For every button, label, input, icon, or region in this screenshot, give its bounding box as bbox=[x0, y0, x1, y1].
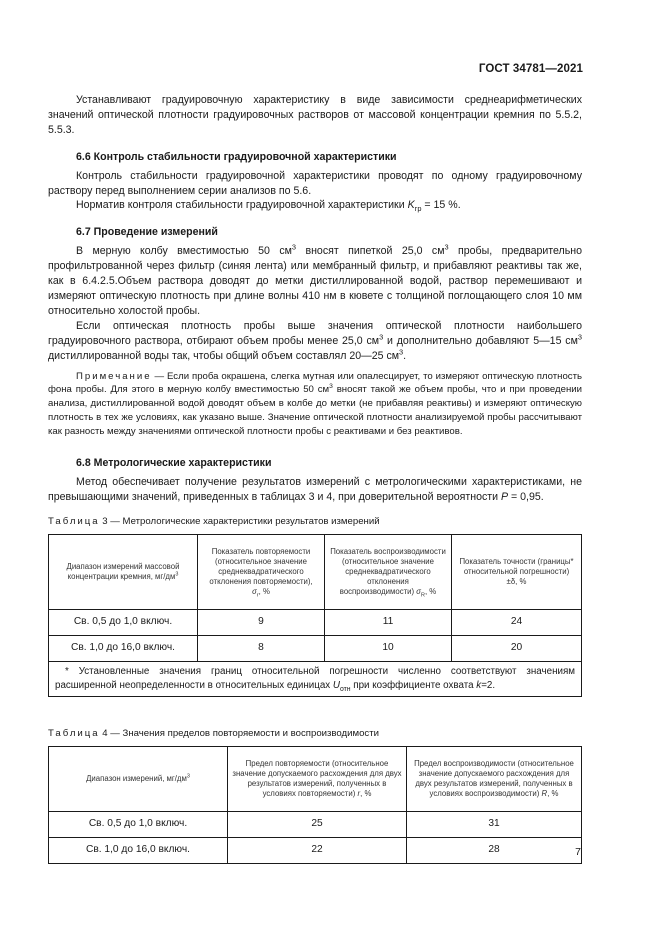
superscript: 3 bbox=[291, 242, 297, 252]
cell-repeatability-limit: 25 bbox=[228, 812, 407, 838]
cell-range: Св. 0,5 до 1,0 включ. bbox=[49, 812, 228, 838]
cell-range: Св. 1,0 до 16,0 включ. bbox=[49, 838, 228, 864]
cell-reproducibility: 10 bbox=[325, 636, 452, 662]
table-row bbox=[49, 610, 582, 636]
superscript: 3 bbox=[444, 242, 449, 252]
table-3-caption bbox=[48, 515, 582, 530]
caption-text: 3 — Метрологические характеристики результатов измерений bbox=[99, 516, 380, 528]
subscript: R bbox=[421, 592, 425, 599]
delta-symbol: ±δ, % bbox=[506, 577, 527, 587]
table-4 bbox=[48, 746, 582, 864]
sigma-symbol: σ bbox=[416, 587, 421, 597]
cell-accuracy: 20 bbox=[452, 636, 582, 662]
column-header-range bbox=[49, 747, 228, 812]
superscript: 3 bbox=[379, 332, 384, 342]
column-header-range bbox=[49, 535, 198, 610]
text-span: при коэффициенте охвата bbox=[350, 680, 477, 692]
subscript: r bbox=[256, 592, 259, 599]
page-content bbox=[48, 93, 582, 864]
text-span: * Установленные значения границ относительной погрешности численно соответствуют значениям расширенной неопределенности в относительных единицах bbox=[55, 666, 575, 692]
header-text: Показатель воспроизводимости (относительное значение среднеквадратического отклонения воспроизводимости) bbox=[330, 546, 446, 597]
cell-reproducibility: 11 bbox=[325, 610, 452, 636]
section-6-6-paragraph-1: Контроль стабильности градуировочной характеристики проводят по одному градуировочному раствору перед выполнением серии анализов по 5.6. bbox=[48, 169, 582, 197]
section-6-7-paragraph-1 bbox=[48, 244, 582, 319]
column-header-reproducibility-limit bbox=[407, 747, 582, 812]
table-header-row bbox=[49, 535, 582, 610]
caption-text: 4 — Значения пределов повторяемости и воспроизводимости bbox=[99, 728, 379, 740]
text-span: Если оптическая плотность пробы выше значения оптической плотности наибольшего градуировочного раствора, отбирают объем пробы менее 25,0 см bbox=[48, 319, 582, 347]
superscript: 3 bbox=[329, 383, 333, 391]
section-6-7-title: 6.7 Проведение измерений bbox=[76, 226, 218, 239]
text-span: пробы, предварительно профильтрованной через фильтр (синяя лента) или мембранный фильтр, и прибавляют реактивы так же, как в 6.4.2.5.Объем раствора доводят до метки дистиллированной водой, раствор перемешивают и измеряют оптическую плотность при длине волны 410 нм в кювете с толщиной поглощающего слоя 10 мм относительно холостой пробы. bbox=[48, 245, 582, 317]
cell-repeatability: 8 bbox=[198, 636, 325, 662]
r-symbol: R bbox=[541, 789, 548, 799]
document-code: ГОСТ 34781—2021 bbox=[478, 63, 583, 75]
unit-text: , % bbox=[258, 587, 270, 597]
cell-accuracy: 24 bbox=[452, 610, 582, 636]
unit-text: , % bbox=[547, 789, 559, 799]
header-text: Показатель точности (границы* относительной погрешности) bbox=[459, 556, 574, 576]
text-span: дистиллированной воды так, чтобы общий объем составлял 20—25 см bbox=[48, 349, 400, 362]
cell-range: Св. 1,0 до 16,0 включ. bbox=[49, 636, 198, 662]
cell-reproducibility-limit: 31 bbox=[407, 812, 582, 838]
text-span: = 0,95. bbox=[508, 491, 544, 504]
k-symbol: k bbox=[476, 680, 482, 692]
header-text: Предел воспроизводимости (относительное значение допускаемого расхождения для двух результатов измерений, полученных в условиях воспроизводимости) bbox=[414, 758, 574, 799]
k-subscript: гр bbox=[414, 204, 422, 214]
text-span: Метод обеспечивает получение результатов измерений с метрологическими характеристиками, не превышающими значений, приведенных в таблицах 3 и 4, при доверительной вероятности bbox=[48, 476, 582, 504]
table-4-caption bbox=[48, 727, 582, 742]
section-6-8-paragraph-1 bbox=[48, 475, 582, 505]
cell-reproducibility-limit: 28 bbox=[407, 838, 582, 864]
text-span: — Если проба окрашена, слегка мутная или опалесцирует, то измеряют оптическую плотность фона пробы. Для этого в мерную колбу вместимостью 50 см bbox=[48, 370, 582, 396]
header-text: Диапазон измерений массовой концентрации кремния, мг/дм bbox=[66, 561, 180, 582]
section-6-6-title: 6.6 Контроль стабильности градуировочной характеристики bbox=[76, 150, 397, 163]
cell-range: Св. 0,5 до 1,0 включ. bbox=[49, 610, 198, 636]
column-header-reproducibility bbox=[325, 535, 452, 610]
table-row bbox=[49, 838, 582, 864]
column-header-repeatability-limit bbox=[228, 747, 407, 812]
text-span: Норматив контроля стабильности градуировочной характеристики bbox=[76, 199, 408, 212]
superscript: 3 bbox=[175, 571, 179, 578]
note-paragraph bbox=[48, 370, 582, 439]
section-6-8-title: 6.8 Метрологические характеристики bbox=[76, 457, 272, 470]
page-number: 7 bbox=[575, 846, 581, 858]
cell-repeatability-limit: 22 bbox=[228, 838, 407, 864]
superscript: 3 bbox=[399, 347, 404, 357]
table-header-row bbox=[49, 747, 582, 812]
cell-repeatability: 9 bbox=[198, 610, 325, 636]
k-symbol: K bbox=[407, 199, 415, 212]
unit-text: , % bbox=[360, 789, 372, 799]
superscript: 3 bbox=[577, 332, 582, 342]
intro-paragraph: Устанавливают градуировочную характеристику в виде зависимости среднеарифметических значений оптической плотности градуировочных растворов от массовой концентрации кремния по 5.5.2, 5.5.3. bbox=[48, 94, 582, 136]
subscript: отн bbox=[339, 686, 351, 694]
text-span: В мерную колбу вместимостью 50 см bbox=[76, 245, 292, 258]
header-text: Предел повторяемости (относительное значение допускаемого расхождения для двух результатов измерений, полученных в условиях повторяемости) bbox=[232, 758, 402, 799]
p-symbol: P bbox=[501, 491, 509, 504]
text-span: =2. bbox=[481, 680, 496, 692]
superscript: 3 bbox=[186, 773, 190, 780]
header-text: Показатель повторяемости (относительное значение среднеквадратического отклонения повторяемости), bbox=[209, 546, 313, 587]
text-span: . bbox=[403, 349, 407, 362]
text-span: = 15 %. bbox=[421, 199, 461, 212]
u-symbol: U bbox=[332, 680, 340, 692]
text-span: вносят такой же объем пробы, что и при проведении анализа, дистиллированной водой доводят объем в колбе до метки (не прибавляя реактивы) и измеряют оптическую плотность в тех же условиях, как указано выше. Значение оптической плотности анализируемой пробы рассчитывают как разность между значениями оптической плотности пробы с реактивами и без реактивов. bbox=[48, 384, 582, 437]
table-3 bbox=[48, 534, 582, 697]
unit-text: , % bbox=[424, 587, 437, 597]
table-footnote bbox=[49, 662, 582, 697]
text-span: вносят пипеткой 25,0 см bbox=[296, 245, 445, 258]
section-6-6-paragraph-2 bbox=[48, 198, 582, 213]
table-footnote-row bbox=[49, 662, 582, 697]
column-header-accuracy bbox=[452, 535, 582, 610]
table-label: Таблица bbox=[48, 516, 100, 528]
section-6-7-paragraph-2 bbox=[48, 319, 582, 364]
note-label: Примечание bbox=[76, 370, 152, 382]
header-text: Диапазон измерений, мг/дм bbox=[86, 773, 187, 783]
column-header-repeatability bbox=[198, 535, 325, 610]
r-symbol: r bbox=[357, 789, 361, 799]
table-row bbox=[49, 812, 582, 838]
table-label: Таблица bbox=[48, 728, 100, 740]
sigma-symbol: σ bbox=[252, 587, 257, 597]
text-span: и дополнительно добавляют 5—15 см bbox=[383, 334, 578, 347]
table-row bbox=[49, 636, 582, 662]
